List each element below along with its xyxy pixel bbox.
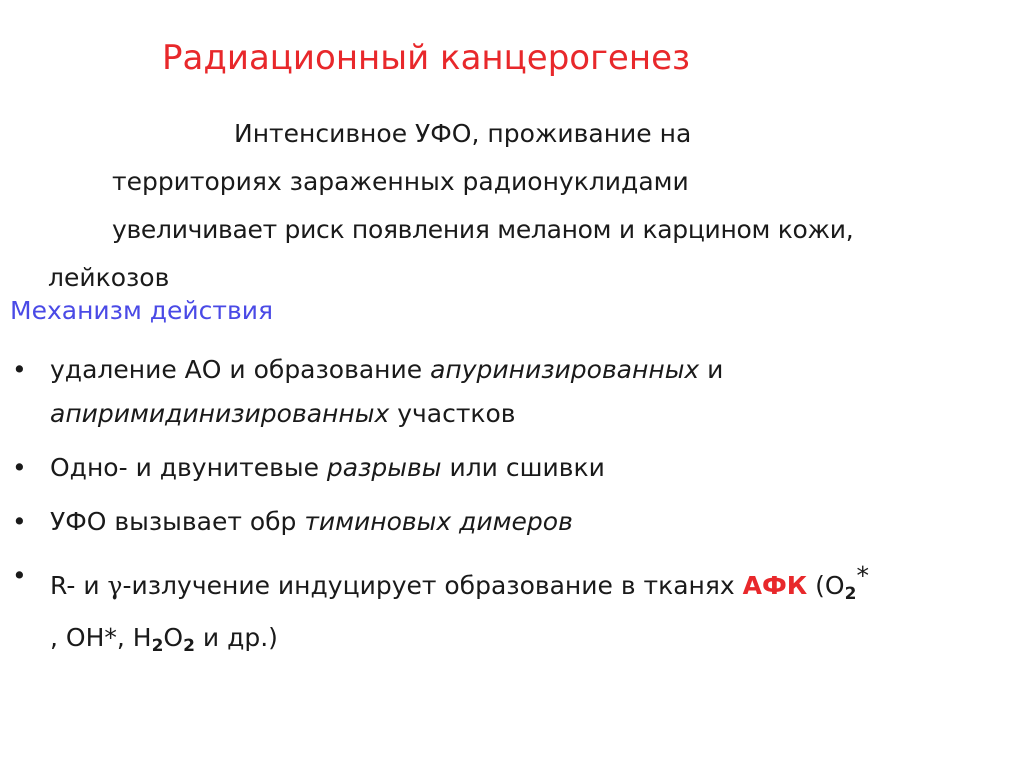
bullet-item-3 [10,500,1015,544]
subscript: 2 [183,636,195,656]
bullet-text: (О [807,571,845,600]
bullet-text: -излучение индуцирует образование в тканях [122,571,743,600]
bullet-icon: • [12,561,27,590]
subscript: 2 [844,584,857,604]
bullet-icon: • [12,507,27,536]
italic-term: тиминовых димеров [304,507,573,536]
bullet-text: и др.) [194,623,278,652]
bullet-icon: • [12,453,27,482]
mechanism-heading: Механизм действия [10,296,274,325]
bullet-icon: • [12,355,27,384]
bullet-text: Одно- и двунитевые [50,453,327,482]
bullet-text: участков [389,399,516,428]
bullet-list [10,348,1015,678]
bullet-text: , ОН*, Н [50,623,152,652]
paragraph-line-3: увеличивает риск появления меланом и карцином кожи, [112,215,854,244]
superscript-star: * [856,561,869,590]
bullet-text: или сшивки [441,453,605,482]
italic-term: апиримидинизированных [50,399,390,428]
bullet-item-2 [10,446,1015,490]
bullet-item-4 [10,554,1015,668]
gamma-symbol: γ [107,571,123,600]
paragraph-line-1: Интенсивное УФО, проживание на [234,119,692,148]
bullet-item-1 [10,348,1015,436]
bullet-text: УФО вызывает обр [50,507,305,536]
bullet-text: О [163,623,184,652]
paragraph-line-4: лейкозов [48,263,170,292]
subscript: 2 [151,636,164,656]
afk-highlight: АФК [742,571,808,600]
bullet-text: удаление АО и образование [50,355,431,384]
italic-term: разрывы [326,453,442,482]
paragraph-line-2: территориях зараженных радионуклидами [112,167,689,196]
intro-paragraph [48,110,1023,302]
italic-term: апуринизированных [430,355,700,384]
bullet-text: R- и [50,571,108,600]
slide-title: Радиационный канцерогенез [162,38,691,78]
bullet-text: и [699,355,724,384]
